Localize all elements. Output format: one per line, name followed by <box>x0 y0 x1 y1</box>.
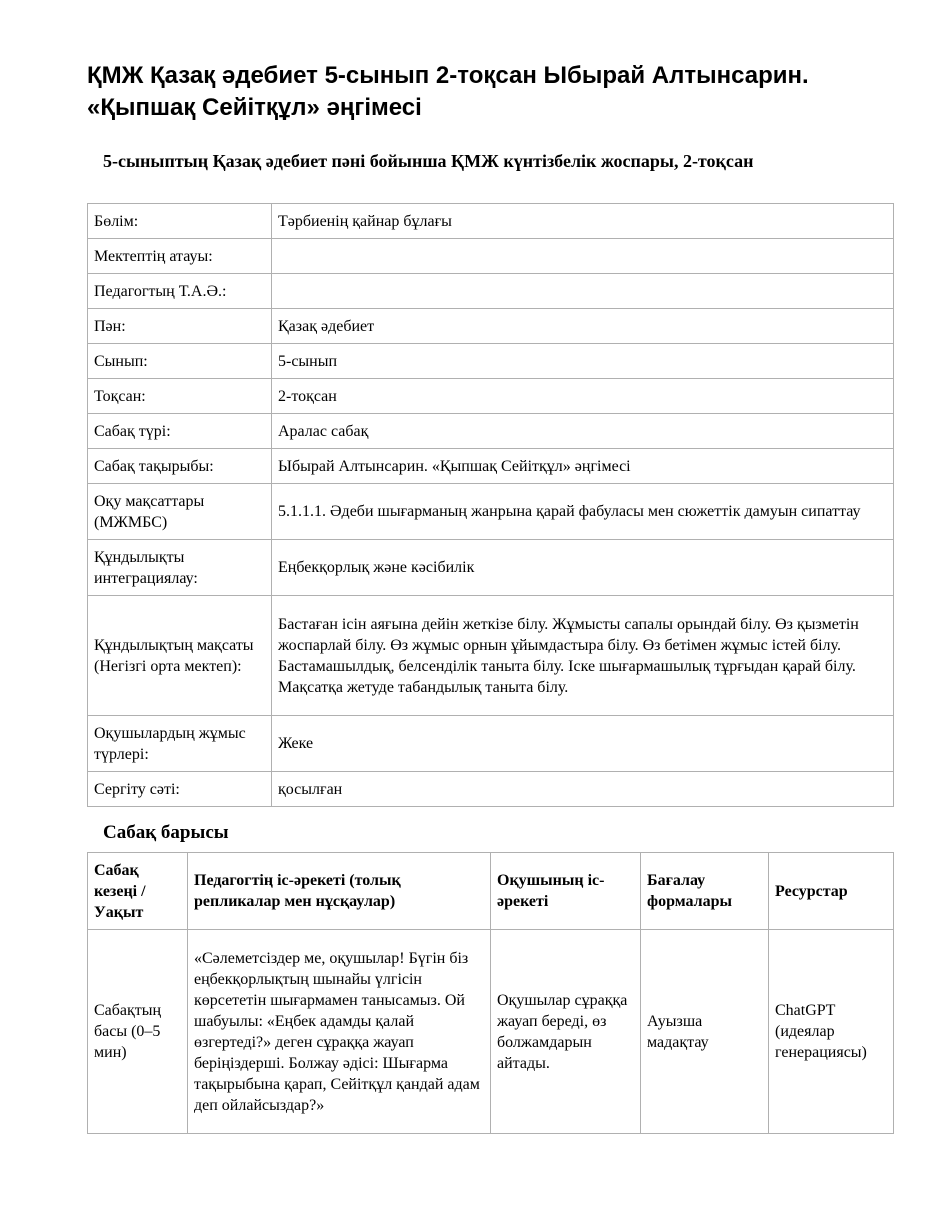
lesson-progress-table <box>87 852 894 1134</box>
table-row <box>88 344 894 379</box>
row-label-quarter: Тоқсан: <box>88 379 272 414</box>
header-stage: Сабақ кезеңі / Уақыт <box>88 853 188 930</box>
cell-student-activity: Оқушылар сұраққа жауап береді, өз болжамдарын айтады. <box>491 930 641 1134</box>
row-label-subject: Пән: <box>88 309 272 344</box>
lesson-info-table <box>87 203 894 807</box>
row-label-work-types: Оқушылардың жұмыс түрлері: <box>88 716 272 772</box>
table-row <box>88 309 894 344</box>
table-row <box>88 379 894 414</box>
row-label-lesson-type: Сабақ түрі: <box>88 414 272 449</box>
cell-teacher-activity: «Сәлеметсіздер ме, оқушылар! Бүгін біз еңбекқорлықтың шынайы үлгісін көрсететін шығармамен танысамыз. Ой шабуылы: «Еңбек адамды қалай өзгертеді?» деген сұраққа жауап беріңіздерші. Болжау әдісі: Шығарма тақырыбына қарап, Сейітқұл қандай адам деп ойлайсыздар?» <box>188 930 491 1134</box>
lesson-progress-heading: Сабақ барысы <box>103 822 229 843</box>
row-value-lesson-topic: Ыбырай Алтынсарин. «Қыпшақ Сейітқұл» әңгімесі <box>272 449 894 484</box>
table-row <box>88 716 894 772</box>
row-value-section: Тәрбиенің қайнар бұлағы <box>272 204 894 239</box>
header-teacher-activity: Педагогтің іс-әрекеті (толық репликалар мен нұсқаулар) <box>188 853 491 930</box>
table-header-row <box>88 853 894 930</box>
table-row <box>88 239 894 274</box>
header-assessment: Бағалау формалары <box>641 853 769 930</box>
table-row <box>88 772 894 807</box>
row-label-value-integration: Құндылықты интеграциялау: <box>88 540 272 596</box>
plan-subtitle: 5-сыныптың Қазақ әдебиет пәні бойынша ҚМЖ күнтізбелік жоспары, 2-тоқсан <box>103 151 754 171</box>
row-value-break: қосылған <box>272 772 894 807</box>
row-value-objectives: 5.1.1.1. Әдеби шығарманың жанрына қарай фабуласы мен сюжеттік дамуын сипаттау <box>272 484 894 540</box>
row-value-value-integration: Еңбекқорлық және кәсібилік <box>272 540 894 596</box>
table-row <box>88 930 894 1134</box>
table-row <box>88 484 894 540</box>
cell-resources: ChatGPT (идеялар генерациясы) <box>769 930 894 1134</box>
row-label-grade: Сынып: <box>88 344 272 379</box>
header-student-activity: Оқушының іс-әрекеті <box>491 853 641 930</box>
row-value-value-goal: Бастаған ісін аяғына дейін жеткізе білу. Жұмысты сапалы орындай білу. Өз қызметін жоспарлай білу. Өз жұмыс орнын ұйымдастыра білу. Өз бетімен жұмыс істей білу. Бастамашылдық, белсенділік таныта білу. Іске шығармашылық тұрғыдан қарай білу. Мақсатқа жетуде табандылық таныта білу. <box>272 596 894 716</box>
table-row <box>88 596 894 716</box>
table-row <box>88 274 894 309</box>
row-value-work-types: Жеке <box>272 716 894 772</box>
row-label-teacher: Педагогтың Т.А.Ә.: <box>88 274 272 309</box>
row-label-objectives: Оқу мақсаттары (МЖМБС) <box>88 484 272 540</box>
row-value-lesson-type: Аралас сабақ <box>272 414 894 449</box>
row-label-section: Бөлім: <box>88 204 272 239</box>
cell-assessment: Ауызша мадақтау <box>641 930 769 1134</box>
row-value-teacher <box>272 274 894 309</box>
table-row <box>88 449 894 484</box>
cell-stage: Сабақтың басы (0–5 мин) <box>88 930 188 1134</box>
row-value-quarter: 2-тоқсан <box>272 379 894 414</box>
row-value-school <box>272 239 894 274</box>
table-row <box>88 204 894 239</box>
table-row <box>88 414 894 449</box>
row-value-grade: 5-сынып <box>272 344 894 379</box>
row-label-break: Сергіту сәті: <box>88 772 272 807</box>
row-value-subject: Қазақ әдебиет <box>272 309 894 344</box>
document-title: ҚМЖ Қазақ әдебиет 5-сынып 2-тоқсан Ыбырай Алтынсарин. «Қыпшақ Сейітқұл» әңгімесі <box>87 62 809 121</box>
row-label-value-goal: Құндылықтың мақсаты (Негізгі орта мектеп): <box>88 596 272 716</box>
row-label-lesson-topic: Сабақ тақырыбы: <box>88 449 272 484</box>
row-label-school: Мектептің атауы: <box>88 239 272 274</box>
table-row <box>88 540 894 596</box>
header-resources: Ресурстар <box>769 853 894 930</box>
